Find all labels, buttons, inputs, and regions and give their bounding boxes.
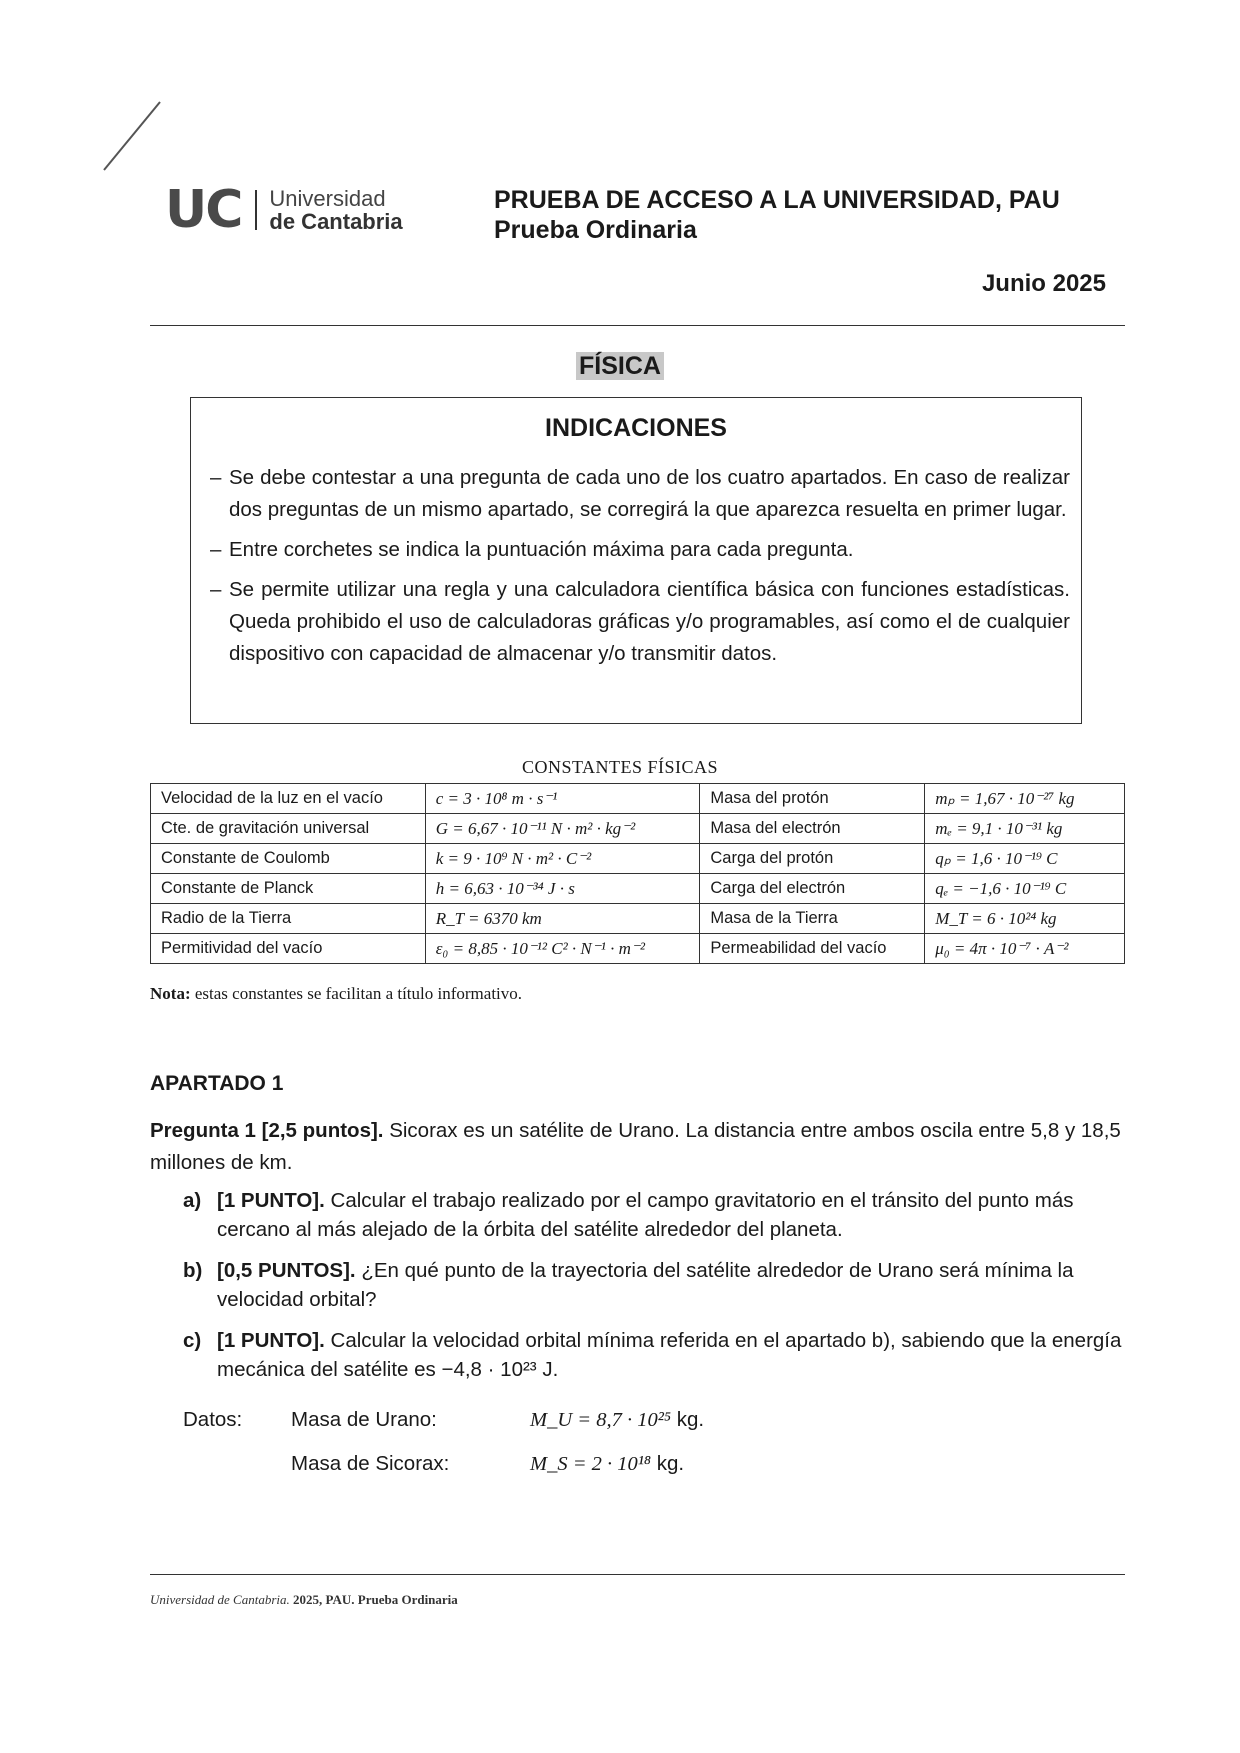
footer-divider [150,1574,1125,1575]
constant-name: Constante de Coulomb [151,844,426,874]
data-label: Datos: [183,1408,243,1431]
constant-value: ε₀ = 8,85 · 10⁻¹² C² · N⁻¹ · m⁻² [425,934,700,964]
constant-value: c = 3 · 10⁸ m · s⁻¹ [425,784,700,814]
constant-name: Masa del electrón [700,814,925,844]
instructions-title: INDICACIONES [545,414,727,442]
question-label: Pregunta 1 [2,5 puntos]. [150,1119,384,1142]
item-letter: c) [183,1329,202,1352]
university-logo [165,180,403,240]
data-formula: M_S = 2 · 10¹⁸ [530,1453,652,1475]
exam-date: Junio 2025 [981,270,1106,297]
question-intro [150,1115,1125,1179]
table-row [151,874,1125,904]
constant-name: Constante de Planck [151,874,426,904]
constant-name: Cte. de gravitación universal [151,814,426,844]
constants-title: CONSTANTES FÍSICAS [521,757,719,777]
constant-name: Masa de la Tierra [700,904,925,934]
logo-line2: de Cantabria [269,209,403,234]
note-text: estas constantes se facilitan a título informativo. [194,984,523,1003]
constant-value: M_T = 6 · 10²⁴ kg [925,904,1125,934]
constant-value: k = 9 · 10⁹ N · m² · C⁻² [425,844,700,874]
question-item-b [183,1256,1125,1314]
question-item-a [183,1186,1125,1244]
subject-label: FÍSICA [576,352,664,380]
note-label: Nota: [150,984,191,1003]
item-text: Calcular la velocidad orbital mínima referida en el apartado b), sabiendo que la energía mecánica del satélite es −4,8 · 10²³ J. [217,1329,1122,1381]
footer-exam: Prueba Ordinaria [357,1592,458,1607]
item-letter: b) [183,1259,203,1282]
question-item-c [183,1326,1125,1384]
constants-note [150,984,522,1004]
data-unit: kg. [676,1408,705,1431]
pen-slash-mark [100,100,170,180]
data-unit: kg. [656,1452,685,1475]
item-letter: a) [183,1189,202,1212]
constant-name: Radio de la Tierra [151,904,426,934]
constant-value: mₚ = 1,67 · 10⁻²⁷ kg [925,784,1125,814]
logo-divider [255,190,257,230]
table-row [151,904,1125,934]
constant-name: Permeabilidad del vacío [700,934,925,964]
item-points: [1 PUNTO]. [217,1329,325,1352]
exam-title: PRUEBA DE ACCESO A LA UNIVERSIDAD, PAU [494,186,1060,214]
page-footer [150,1592,458,1608]
constant-value: qₑ = −1,6 · 10⁻¹⁹ C [925,874,1125,904]
question-items [183,1186,1125,1396]
table-row [151,784,1125,814]
constant-value: R_T = 6370 km [425,904,700,934]
constant-name: Permitividad del vacío [151,934,426,964]
item-points: [1 PUNTO]. [217,1189,325,1212]
constant-value: h = 6,63 · 10⁻³⁴ J · s [425,874,700,904]
footer-details: 2025, PAU. [293,1592,355,1607]
instruction-text: Se debe contestar a una pregunta de cada uno de los cuatro apartados. En caso de realizar dos preguntas de un mismo apartado, se corregirá la que aparezca resuelta en primer lugar. [229,466,1070,521]
constants-table [150,783,1125,964]
table-row [151,934,1125,964]
instructions-list [210,462,1070,678]
constant-value: qₚ = 1,6 · 10⁻¹⁹ C [925,844,1125,874]
data-formula: M_U = 8,7 · 10²⁵ [530,1409,671,1431]
item-points: [0,5 PUNTOS]. [217,1259,356,1282]
data-value-sicorax [530,1452,684,1476]
instruction-item: – Se debe contestar a una pregunta de cada uno de los cuatro apartados. En caso de realizar dos preguntas de un mismo apartado, se corregirá la que aparezca resuelta en primer lugar. [210,462,1070,526]
constant-name: Masa del protón [700,784,925,814]
logo-mark: UC [165,180,242,240]
constant-name: Velocidad de la luz en el vacío [151,784,426,814]
data-value-uranus [530,1408,704,1432]
constant-value: μ₀ = 4π · 10⁻⁷ · A⁻² [925,934,1125,964]
header-divider [150,325,1125,326]
question-text: Sicorax es un satélite de Urano. La distancia entre ambos oscila entre 5,8 y 18,5 millones de km. [150,1119,1121,1174]
table-row [151,814,1125,844]
logo-text [269,187,402,233]
data-name-sicorax: Masa de Sicorax: [291,1452,450,1475]
instruction-item: – Se permite utilizar una regla y una calculadora científica básica con funciones estadísticas. Queda prohibido el uso de calculadoras gráficas y/o programables, así como el de cualquier dispositivo con capacidad de almacenar y/o transmitir datos. [210,574,1070,670]
footer-institution: Universidad de Cantabria. [150,1592,290,1607]
table-row [151,844,1125,874]
constant-value: G = 6,67 · 10⁻¹¹ N · m² · kg⁻² [425,814,700,844]
constant-name: Carga del protón [700,844,925,874]
item-text: ¿En qué punto de la trayectoria del satélite alrededor de Urano será mínima la velocidad orbital? [217,1259,1074,1311]
instruction-text: Se permite utilizar una regla y una calculadora científica básica con funciones estadísticas. Queda prohibido el uso de calculadoras gráficas y/o programables, así como el de cualquier dispositivo con capacidad de almacenar y/o transmitir datos. [229,578,1070,665]
item-text: Calcular el trabajo realizado por el campo gravitatorio en el tránsito del punto más cercano al más alejado de la órbita del satélite alrededor del planeta. [217,1189,1074,1241]
logo-line1: Universidad [269,186,386,211]
instruction-item: – Entre corchetes se indica la puntuación máxima para cada pregunta. [210,534,1070,566]
constant-name: Carga del electrón [700,874,925,904]
section-title: APARTADO 1 [150,1072,284,1095]
exam-subtitle: Prueba Ordinaria [494,216,697,244]
instruction-text: Entre corchetes se indica la puntuación máxima para cada pregunta. [229,538,854,561]
subject-heading [0,352,1240,381]
data-name-uranus: Masa de Urano: [291,1408,437,1431]
constant-value: mₑ = 9,1 · 10⁻³¹ kg [925,814,1125,844]
